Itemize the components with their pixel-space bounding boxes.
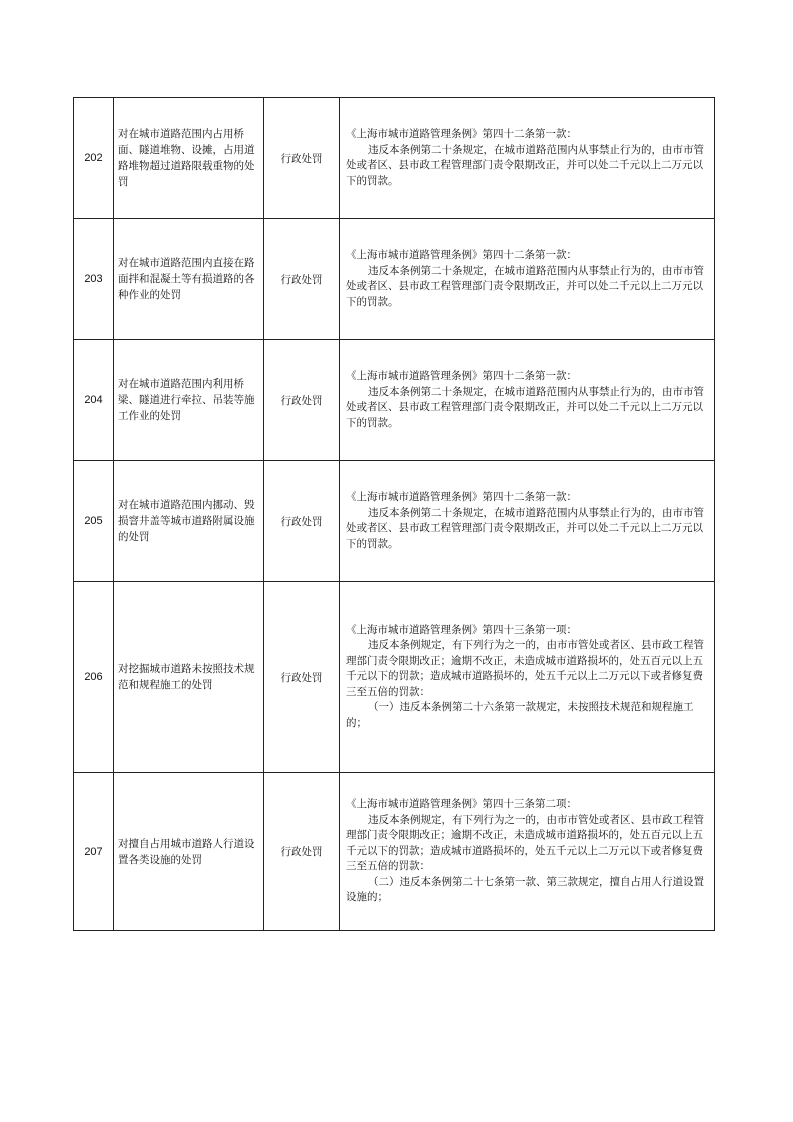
table-row — [74, 773, 715, 931]
basis-heading: 《上海市城市道路管理条例》第四十二条第一款： — [346, 370, 577, 382]
basis-text: 违反本条例第二十条规定，在城市道路范围内从事禁止行为的，由市市管处或者区、县市政工程管理部门责令限期改正，并可以处二千元以上二万元以下的罚款。 — [346, 385, 705, 429]
item-name: 对擅自占用城市道路人行道设置各类设施的处罚 — [114, 773, 264, 931]
basis-heading: 《上海市城市道路管理条例》第四十二条第一款： — [346, 249, 577, 261]
table-row — [74, 340, 715, 461]
basis-clause: （二）违反本条例第二十七条第一款、第三款规定，擅自占用人行道设置设施的； — [346, 875, 705, 904]
basis-heading: 《上海市城市道路管理条例》第四十三条第二项： — [346, 798, 577, 811]
item-name: 对在城市道路范围内利用桥梁、隧道进行牵拉、吊装等施工作业的处罚 — [114, 340, 264, 461]
legal-basis — [340, 461, 715, 582]
item-type: 行政处罚 — [264, 461, 340, 582]
basis-text: 违反本条例第二十条规定，在城市道路范围内从事禁止行为的，由市市管处或者区、县市政工程管理部门责令限期改正，并可以处二千元以上二万元以下的罚款。 — [346, 143, 705, 187]
item-type: 行政处罚 — [264, 773, 340, 931]
item-number: 205 — [74, 461, 114, 582]
table-row — [74, 582, 715, 773]
basis-text: 违反本条例规定，有下列行为之一的，由市市管处或者区、县市政工程管理部门责令限期改正；逾期不改正，未造成城市道路损坏的，处五百元以上五千元以下的罚款；造成城市道路损坏的，处五千元以上二万元以下或者修复费三至五倍的罚款： — [346, 813, 705, 873]
item-number: 203 — [74, 219, 114, 340]
item-number: 204 — [74, 340, 114, 461]
legal-basis — [340, 340, 715, 461]
item-number: 207 — [74, 773, 114, 931]
basis-heading: 《上海市城市道路管理条例》第四十三条第一项： — [346, 623, 577, 636]
legal-basis — [340, 582, 715, 773]
legal-basis — [340, 773, 715, 931]
basis-text: 违反本条例第二十条规定，在城市道路范围内从事禁止行为的，由市市管处或者区、县市政工程管理部门责令限期改正，并可以处二千元以上二万元以下的罚款。 — [346, 264, 705, 308]
item-name: 对在城市道路范围内占用桥面、隧道堆物、设摊，占用道路堆物超过道路限载重物的处罚 — [114, 98, 264, 219]
basis-heading: 《上海市城市道路管理条例》第四十二条第一款： — [346, 491, 577, 503]
item-name: 对在城市道路范围内挪动、毁损窨井盖等城市道路附属设施的处罚 — [114, 461, 264, 582]
item-name: 对挖掘城市道路未按照技术规范和规程施工的处罚 — [114, 582, 264, 773]
item-number: 206 — [74, 582, 114, 773]
item-number: 202 — [74, 98, 114, 219]
penalty-table — [73, 97, 715, 931]
basis-text: 违反本条例第二十条规定，在城市道路范围内从事禁止行为的，由市市管处或者区、县市政工程管理部门责令限期改正，并可以处二千元以上二万元以下的罚款。 — [346, 506, 705, 550]
basis-heading: 《上海市城市道路管理条例》第四十二条第一款： — [346, 128, 577, 140]
item-type: 行政处罚 — [264, 98, 340, 219]
table-row — [74, 461, 715, 582]
item-name: 对在城市道路范围内直接在路面拌和混凝土等有损道路的各种作业的处罚 — [114, 219, 264, 340]
legal-basis — [340, 219, 715, 340]
item-type: 行政处罚 — [264, 582, 340, 773]
table-row — [74, 98, 715, 219]
item-type: 行政处罚 — [264, 219, 340, 340]
legal-basis — [340, 98, 715, 219]
basis-clause: （一）违反本条例第二十六条第一款规定，未按照技术规范和规程施工的； — [346, 701, 694, 729]
basis-text: 违反本条例规定，有下列行为之一的，由市市管处或者区、县市政工程管理部门责令限期改正；逾期不改正，未造成城市道路损坏的，处五百元以上五千元以下的罚款；造成城市道路损坏的，处五千元以上二万元以下或者修复费三至五倍的罚款： — [346, 639, 705, 698]
table-row — [74, 219, 715, 340]
item-type: 行政处罚 — [264, 340, 340, 461]
